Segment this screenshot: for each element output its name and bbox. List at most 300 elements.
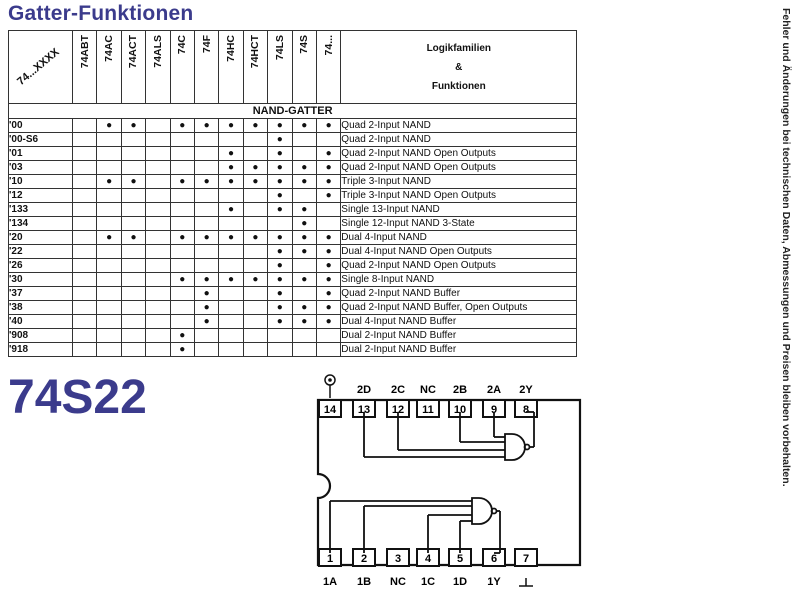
availability-dot-icon: ●: [219, 273, 243, 287]
empty-cell: [316, 343, 340, 357]
page-title: Gatter-Funktionen: [8, 2, 194, 25]
empty-cell: [194, 161, 218, 175]
empty-cell: [316, 203, 340, 217]
function-description: Dual 2-Input NAND Buffer: [341, 329, 577, 343]
empty-cell: [146, 119, 170, 133]
availability-dot-icon: ●: [243, 273, 267, 287]
empty-cell: [146, 273, 170, 287]
function-header: [341, 31, 577, 104]
table-row: [9, 133, 577, 147]
nand-gate-1: [330, 498, 500, 553]
top-pin-label: NC: [420, 384, 436, 396]
empty-cell: [97, 203, 121, 217]
empty-cell: [97, 259, 121, 273]
empty-cell: [73, 217, 97, 231]
function-description: Quad 2-Input NAND Buffer, Open Outputs: [341, 301, 577, 315]
availability-dot-icon: ●: [243, 175, 267, 189]
empty-cell: [121, 259, 145, 273]
family-header-row: [9, 31, 577, 104]
type-number: '37: [9, 287, 73, 301]
top-pin-label: 2D: [356, 384, 372, 396]
availability-dot-icon: ●: [316, 273, 340, 287]
empty-cell: [97, 133, 121, 147]
empty-cell: [146, 175, 170, 189]
family-header: [243, 31, 267, 104]
bottom-pin: [483, 549, 505, 566]
availability-dot-icon: ●: [268, 231, 292, 245]
availability-dot-icon: ●: [194, 119, 218, 133]
empty-cell: [194, 203, 218, 217]
pin-number: 9: [490, 404, 498, 416]
top-pin-label: 2Y: [519, 384, 533, 396]
empty-cell: [73, 133, 97, 147]
family-label: 74LS: [273, 35, 286, 61]
empty-cell: [146, 343, 170, 357]
family-label: 74HC: [225, 35, 238, 62]
empty-cell: [146, 287, 170, 301]
empty-cell: [73, 287, 97, 301]
empty-cell: [170, 245, 194, 259]
availability-dot-icon: ●: [170, 343, 194, 357]
function-description: Dual 4-Input NAND Open Outputs: [341, 245, 577, 259]
function-description: Quad 2-Input NAND Buffer: [341, 287, 577, 301]
bottom-pin-label: 1Y: [487, 576, 501, 588]
empty-cell: [97, 287, 121, 301]
empty-cell: [243, 329, 267, 343]
empty-cell: [194, 329, 218, 343]
empty-cell: [292, 287, 316, 301]
empty-cell: [97, 217, 121, 231]
type-number: '134: [9, 217, 73, 231]
empty-cell: [146, 245, 170, 259]
availability-dot-icon: ●: [292, 175, 316, 189]
empty-cell: [121, 203, 145, 217]
availability-dot-icon: ●: [219, 231, 243, 245]
availability-dot-icon: ●: [292, 161, 316, 175]
availability-dot-icon: ●: [316, 231, 340, 245]
empty-cell: [97, 189, 121, 203]
function-description: Dual 2-Input NAND Buffer: [341, 343, 577, 357]
disclaimer-note: Fehler und Änderungen bei technischen Daten, Abmessungen und Preisen bleiben vorbehalten.: [780, 8, 792, 487]
function-description: Single 12-Input NAND 3-State: [341, 217, 577, 231]
availability-dot-icon: ●: [170, 175, 194, 189]
bottom-pin-label: 1C: [420, 576, 436, 588]
table-row: [9, 343, 577, 357]
empty-cell: [121, 273, 145, 287]
availability-dot-icon: ●: [316, 301, 340, 315]
empty-cell: [292, 259, 316, 273]
availability-dot-icon: ●: [292, 315, 316, 329]
empty-cell: [73, 343, 97, 357]
top-pin-label: 2C: [390, 384, 406, 396]
type-number: '38: [9, 301, 73, 315]
table-row: [9, 217, 577, 231]
empty-cell: [73, 259, 97, 273]
availability-dot-icon: ●: [219, 175, 243, 189]
availability-dot-icon: ●: [268, 189, 292, 203]
availability-dot-icon: ●: [316, 175, 340, 189]
empty-cell: [73, 175, 97, 189]
function-description: Dual 4-Input NAND: [341, 231, 577, 245]
family-header: [194, 31, 218, 104]
type-number: '20: [9, 231, 73, 245]
pin-number: 13: [357, 404, 371, 416]
empty-cell: [292, 189, 316, 203]
empty-cell: [268, 343, 292, 357]
availability-dot-icon: ●: [268, 161, 292, 175]
empty-cell: [316, 217, 340, 231]
availability-dot-icon: ●: [170, 119, 194, 133]
availability-dot-icon: ●: [194, 301, 218, 315]
availability-dot-icon: ●: [268, 133, 292, 147]
empty-cell: [121, 161, 145, 175]
empty-cell: [219, 189, 243, 203]
top-pin-label: 2B: [452, 384, 468, 396]
empty-cell: [146, 203, 170, 217]
availability-dot-icon: ●: [268, 273, 292, 287]
availability-dot-icon: ●: [194, 273, 218, 287]
availability-dot-icon: ●: [316, 315, 340, 329]
availability-dot-icon: ●: [219, 203, 243, 217]
type-number: '00: [9, 119, 73, 133]
pinout-diagram: [300, 370, 600, 595]
availability-dot-icon: ●: [316, 189, 340, 203]
type-number: '26: [9, 259, 73, 273]
table-row: [9, 273, 577, 287]
empty-cell: [146, 259, 170, 273]
family-header: [73, 31, 97, 104]
empty-cell: [219, 301, 243, 315]
availability-dot-icon: ●: [243, 231, 267, 245]
bottom-pin: [387, 549, 409, 566]
empty-cell: [121, 315, 145, 329]
availability-dot-icon: ●: [194, 231, 218, 245]
availability-dot-icon: ●: [243, 119, 267, 133]
family-header: [219, 31, 243, 104]
function-description: Quad 2-Input NAND Open Outputs: [341, 161, 577, 175]
type-number: '01: [9, 147, 73, 161]
pin-number: 3: [394, 553, 402, 565]
availability-dot-icon: ●: [170, 231, 194, 245]
empty-cell: [243, 301, 267, 315]
function-description: Quad 2-Input NAND Open Outputs: [341, 147, 577, 161]
availability-dot-icon: ●: [170, 273, 194, 287]
section-row: [9, 104, 577, 119]
empty-cell: [121, 133, 145, 147]
empty-cell: [194, 217, 218, 231]
empty-cell: [146, 189, 170, 203]
empty-cell: [170, 161, 194, 175]
nand-gate-2: [364, 412, 534, 460]
ground-icon: [519, 578, 533, 586]
function-description: Triple 3-Input NAND Open Outputs: [341, 189, 577, 203]
empty-cell: [146, 301, 170, 315]
availability-dot-icon: ●: [316, 161, 340, 175]
availability-dot-icon: ●: [316, 259, 340, 273]
availability-dot-icon: ●: [268, 259, 292, 273]
empty-cell: [146, 147, 170, 161]
empty-cell: [243, 287, 267, 301]
family-header: [97, 31, 121, 104]
pin-number: 10: [453, 404, 467, 416]
availability-dot-icon: ●: [121, 175, 145, 189]
bottom-pin: [515, 549, 537, 566]
type-number: '918: [9, 343, 73, 357]
availability-dot-icon: ●: [219, 161, 243, 175]
empty-cell: [219, 245, 243, 259]
availability-dot-icon: ●: [97, 175, 121, 189]
availability-dot-icon: ●: [292, 119, 316, 133]
empty-cell: [73, 189, 97, 203]
table-row: [9, 329, 577, 343]
pin-number: 8: [522, 404, 530, 416]
table-row: [9, 259, 577, 273]
type-number: '22: [9, 245, 73, 259]
availability-dot-icon: ●: [194, 315, 218, 329]
pin-number: 6: [490, 553, 498, 565]
function-header-line: Funktionen: [431, 80, 486, 92]
empty-cell: [73, 245, 97, 259]
function-header-line: Logikfamilien: [426, 42, 492, 54]
empty-cell: [97, 273, 121, 287]
availability-dot-icon: ●: [292, 273, 316, 287]
availability-dot-icon: ●: [292, 217, 316, 231]
empty-cell: [146, 329, 170, 343]
corner-label: 74...XXXX: [15, 46, 62, 88]
availability-dot-icon: ●: [268, 203, 292, 217]
empty-cell: [121, 343, 145, 357]
empty-cell: [170, 301, 194, 315]
empty-cell: [219, 217, 243, 231]
family-header: [121, 31, 145, 104]
empty-cell: [73, 203, 97, 217]
empty-cell: [292, 329, 316, 343]
empty-cell: [121, 301, 145, 315]
family-label: 74...: [322, 35, 335, 56]
table-row: [9, 245, 577, 259]
function-description: Dual 4-Input NAND Buffer: [341, 315, 577, 329]
empty-cell: [194, 147, 218, 161]
empty-cell: [170, 203, 194, 217]
empty-cell: [73, 147, 97, 161]
availability-dot-icon: ●: [194, 175, 218, 189]
empty-cell: [243, 343, 267, 357]
empty-cell: [73, 329, 97, 343]
empty-cell: [170, 315, 194, 329]
table-row: [9, 301, 577, 315]
empty-cell: [243, 147, 267, 161]
pin-number: 2: [360, 553, 368, 565]
empty-cell: [243, 315, 267, 329]
empty-cell: [146, 231, 170, 245]
empty-cell: [121, 217, 145, 231]
empty-cell: [194, 189, 218, 203]
family-label: 74F: [200, 35, 213, 54]
empty-cell: [194, 133, 218, 147]
family-header: [146, 31, 170, 104]
function-description: Quad 2-Input NAND: [341, 119, 577, 133]
empty-cell: [219, 329, 243, 343]
empty-cell: [73, 119, 97, 133]
type-number: '40: [9, 315, 73, 329]
chip-title: 74S22: [8, 371, 147, 424]
availability-dot-icon: ●: [268, 315, 292, 329]
table-row: [9, 175, 577, 189]
empty-cell: [146, 217, 170, 231]
family-header: [316, 31, 340, 104]
availability-dot-icon: ●: [292, 301, 316, 315]
bottom-pin-label: 1B: [356, 576, 372, 588]
function-description: Quad 2-Input NAND Open Outputs: [341, 259, 577, 273]
empty-cell: [121, 287, 145, 301]
pin-number: 7: [522, 553, 530, 565]
bottom-pin-label: NC: [390, 576, 406, 588]
family-label: 74AC: [103, 35, 116, 62]
empty-cell: [73, 315, 97, 329]
family-label: 74ALS: [151, 35, 164, 68]
family-label: 74S: [298, 35, 311, 54]
family-label: 74HCT: [249, 35, 262, 69]
table-row: [9, 287, 577, 301]
availability-dot-icon: ●: [316, 147, 340, 161]
empty-cell: [170, 147, 194, 161]
empty-cell: [219, 343, 243, 357]
empty-cell: [170, 217, 194, 231]
empty-cell: [121, 245, 145, 259]
family-header: [292, 31, 316, 104]
empty-cell: [97, 329, 121, 343]
availability-dot-icon: ●: [316, 287, 340, 301]
availability-dot-icon: ●: [194, 287, 218, 301]
type-number: '12: [9, 189, 73, 203]
empty-cell: [292, 133, 316, 147]
type-number: '03: [9, 161, 73, 175]
empty-cell: [219, 287, 243, 301]
table-row: [9, 189, 577, 203]
empty-cell: [97, 315, 121, 329]
family-label: 74ACT: [127, 35, 140, 69]
empty-cell: [170, 259, 194, 273]
empty-cell: [243, 259, 267, 273]
availability-dot-icon: ●: [268, 301, 292, 315]
family-label: 74ABT: [78, 35, 91, 69]
corner-header: [9, 31, 73, 104]
availability-dot-icon: ●: [243, 161, 267, 175]
empty-cell: [97, 161, 121, 175]
table-row: [9, 203, 577, 217]
section-title: NAND-GATTER: [9, 104, 577, 119]
availability-dot-icon: ●: [292, 203, 316, 217]
type-number: '133: [9, 203, 73, 217]
empty-cell: [316, 133, 340, 147]
empty-cell: [243, 189, 267, 203]
type-number: '10: [9, 175, 73, 189]
type-number: '00-S6: [9, 133, 73, 147]
empty-cell: [73, 231, 97, 245]
empty-cell: [243, 133, 267, 147]
function-description: Triple 3-Input NAND: [341, 175, 577, 189]
empty-cell: [194, 343, 218, 357]
family-header: [268, 31, 292, 104]
empty-cell: [97, 147, 121, 161]
empty-cell: [194, 245, 218, 259]
pin-marker-dot: [328, 378, 332, 382]
empty-cell: [219, 133, 243, 147]
pin-number: 1: [326, 553, 334, 565]
pin-number: 14: [323, 404, 337, 416]
function-description: Single 8-Input NAND: [341, 273, 577, 287]
empty-cell: [243, 245, 267, 259]
empty-cell: [73, 273, 97, 287]
empty-cell: [146, 161, 170, 175]
availability-dot-icon: ●: [97, 119, 121, 133]
empty-cell: [316, 329, 340, 343]
availability-dot-icon: ●: [292, 231, 316, 245]
empty-cell: [121, 329, 145, 343]
empty-cell: [97, 301, 121, 315]
pin-number: 11: [422, 404, 434, 416]
empty-cell: [292, 343, 316, 357]
availability-dot-icon: ●: [219, 119, 243, 133]
availability-dot-icon: ●: [268, 287, 292, 301]
availability-dot-icon: ●: [170, 329, 194, 343]
empty-cell: [219, 315, 243, 329]
empty-cell: [73, 161, 97, 175]
availability-dot-icon: ●: [97, 231, 121, 245]
table-row: [9, 315, 577, 329]
empty-cell: [73, 301, 97, 315]
table-row: [9, 119, 577, 133]
empty-cell: [97, 245, 121, 259]
empty-cell: [243, 203, 267, 217]
top-pin-label: 2A: [486, 384, 502, 396]
function-description: Quad 2-Input NAND: [341, 133, 577, 147]
availability-dot-icon: ●: [316, 245, 340, 259]
bottom-pin-label: 1D: [452, 576, 468, 588]
empty-cell: [170, 287, 194, 301]
empty-cell: [146, 315, 170, 329]
empty-cell: [219, 259, 243, 273]
pin-number: 5: [456, 553, 464, 565]
gate-function-table: [8, 30, 577, 357]
empty-cell: [268, 329, 292, 343]
empty-cell: [121, 147, 145, 161]
function-header-line: &: [455, 61, 463, 73]
pin-number: 12: [391, 404, 405, 416]
top-pin: [417, 400, 439, 417]
empty-cell: [292, 147, 316, 161]
top-pin: [319, 400, 341, 417]
table-row: [9, 147, 577, 161]
availability-dot-icon: ●: [268, 147, 292, 161]
availability-dot-icon: ●: [316, 119, 340, 133]
function-description: Single 13-Input NAND: [341, 203, 577, 217]
type-number: '908: [9, 329, 73, 343]
pin-number: 4: [424, 553, 432, 565]
availability-dot-icon: ●: [219, 147, 243, 161]
availability-dot-icon: ●: [268, 175, 292, 189]
family-label: 74C: [176, 35, 189, 55]
availability-dot-icon: ●: [121, 231, 145, 245]
empty-cell: [97, 343, 121, 357]
availability-dot-icon: ●: [268, 245, 292, 259]
type-number: '30: [9, 273, 73, 287]
empty-cell: [146, 133, 170, 147]
availability-dot-icon: ●: [268, 119, 292, 133]
empty-cell: [121, 189, 145, 203]
empty-cell: [268, 217, 292, 231]
empty-cell: [194, 259, 218, 273]
